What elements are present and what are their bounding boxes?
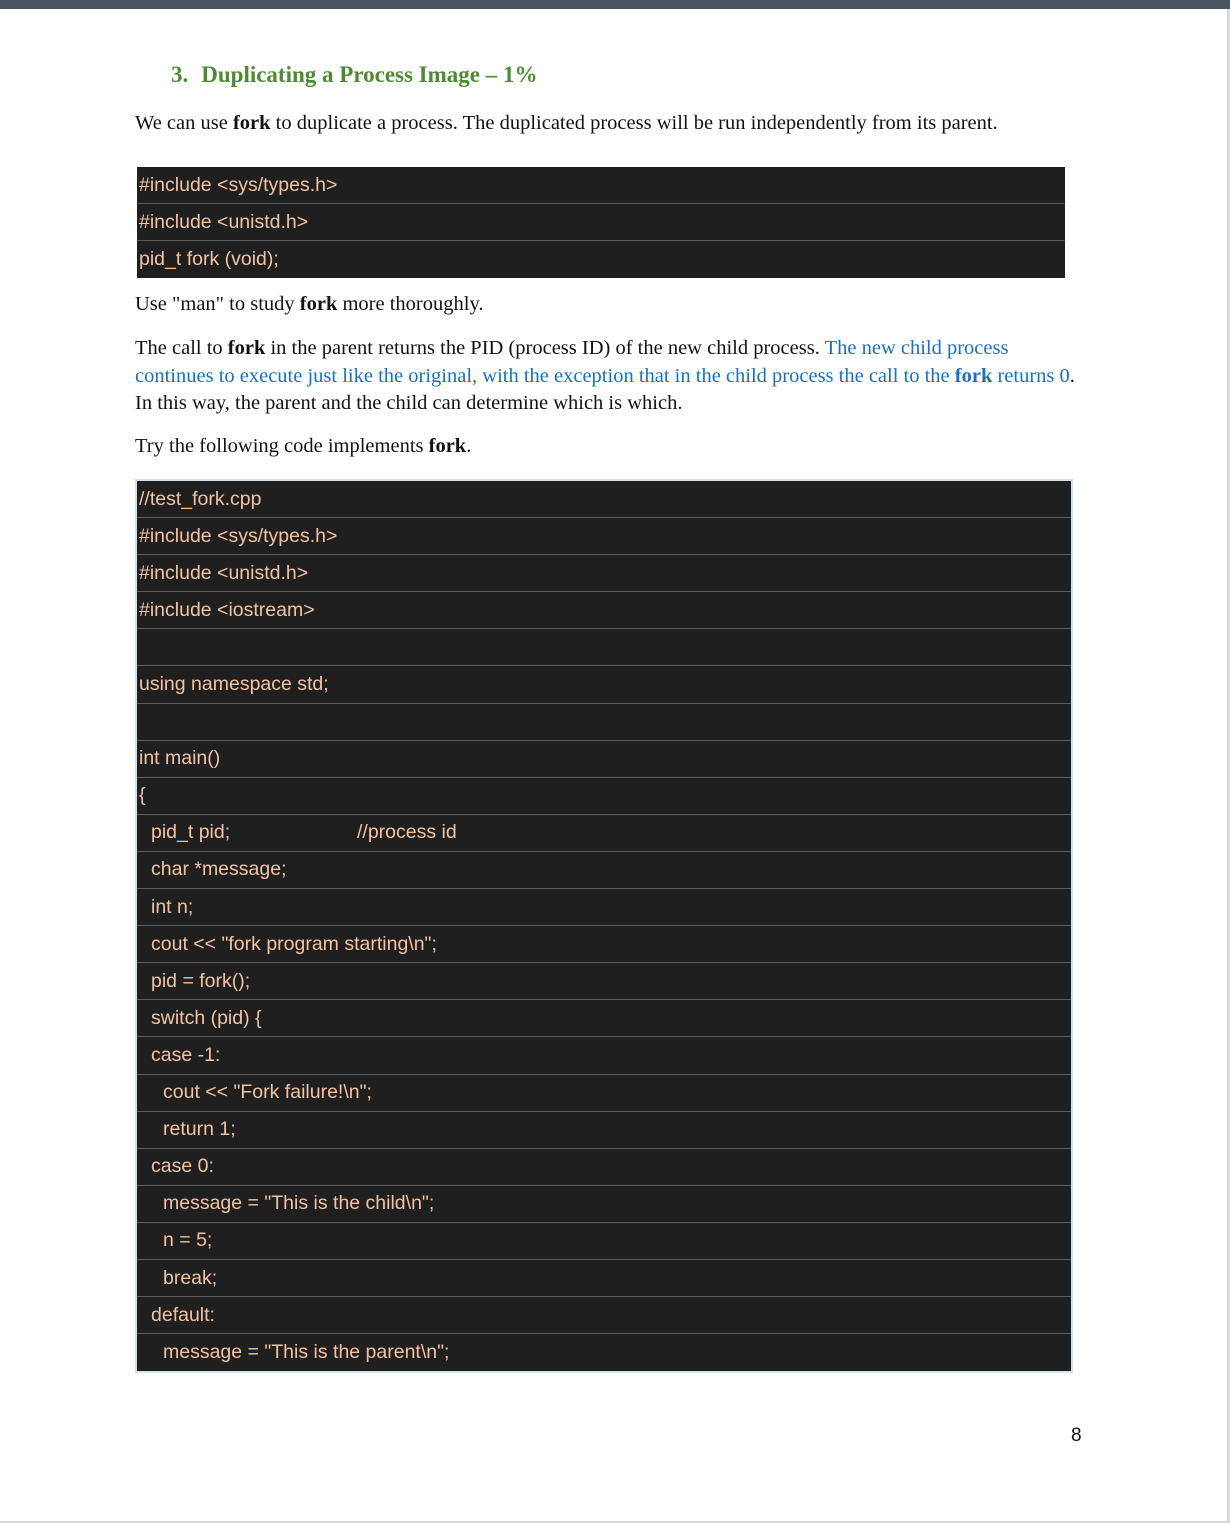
section-title: Duplicating a Process Image – 1% (201, 62, 538, 87)
man-note-paragraph (135, 291, 1080, 319)
code-line: pid_t fork (void); (139, 248, 279, 270)
intro-paragraph (135, 110, 1080, 138)
intro-keyword: fork (232, 112, 271, 134)
code-line: #include <sys/types.h> (137, 167, 1065, 204)
page-number: 8 (1071, 1425, 1082, 1446)
code-line: default: (137, 1297, 1071, 1334)
code-line: #include <sys/types.h> (137, 518, 1071, 555)
code-comment: //process id (357, 821, 457, 844)
try-note-text-2: . (466, 435, 472, 457)
section-number: 3. (171, 62, 189, 87)
code-statement: pid_t pid; (151, 821, 231, 844)
code-line: message = "This is the child\n"; (137, 1186, 1071, 1223)
code-line (137, 815, 1071, 852)
code-line: cout << "fork program starting\n"; (137, 926, 1071, 963)
code-line: using namespace std; (137, 666, 1071, 703)
man-note-text-1: Use "man" to study (135, 293, 300, 315)
explanation-text-2: in the parent returns the PID (process ID) of the new child process. (265, 337, 825, 359)
code-line: cout << "Fork failure!\n"; (137, 1075, 1071, 1112)
section-heading (171, 62, 538, 88)
code-line: message = "This is the parent\n"; (163, 1341, 450, 1364)
code-line: break; (137, 1260, 1071, 1297)
code-block-test-fork (137, 481, 1071, 1371)
code-line: #include <unistd.h> (137, 204, 1065, 241)
code-block-fork-signature (137, 167, 1065, 278)
code-line: case 0: (137, 1149, 1071, 1186)
code-line: case -1: (137, 1037, 1071, 1074)
intro-text-1: We can use (135, 112, 233, 134)
code-line: n = 5; (137, 1223, 1071, 1260)
man-note-text-2: more thoroughly. (337, 293, 484, 315)
code-line: char *message; (137, 852, 1071, 889)
code-line: int n; (137, 889, 1071, 926)
explanation-text-3: . In this way, the parent and the child can determine which is which. (135, 364, 1075, 414)
code-line: switch (pid) { (137, 1000, 1071, 1037)
explanation-keyword: fork (227, 337, 266, 359)
try-note-keyword: fork (428, 435, 467, 457)
code-line: { (137, 778, 1071, 815)
fork-explanation-paragraph (135, 335, 1080, 418)
code-line: return 1; (137, 1112, 1071, 1149)
explanation-highlight-1: The new child process continues to execute just like the original, with the exception that in the child process the call to the (135, 337, 1009, 387)
man-note-keyword: fork (299, 293, 338, 315)
code-line-blank (137, 629, 1071, 666)
window-top-bar (0, 0, 1230, 9)
code-line: #include <unistd.h> (137, 555, 1071, 592)
code-line: int main() (137, 741, 1071, 778)
try-note-text-1: Try the following code implements (135, 435, 429, 457)
intro-text-2: to duplicate a process. The duplicated process will be run independently from its parent. (270, 112, 998, 134)
code-line-blank (137, 704, 1071, 741)
code-line: pid = fork(); (137, 963, 1071, 1000)
explanation-highlight-keyword: fork (954, 364, 993, 387)
explanation-highlight-2: returns 0 (992, 364, 1070, 387)
explanation-text-1: The call to (135, 337, 228, 359)
code-line: //test_fork.cpp (137, 481, 1071, 518)
code-line: #include <iostream> (137, 592, 1071, 629)
try-note-paragraph (135, 433, 1080, 461)
